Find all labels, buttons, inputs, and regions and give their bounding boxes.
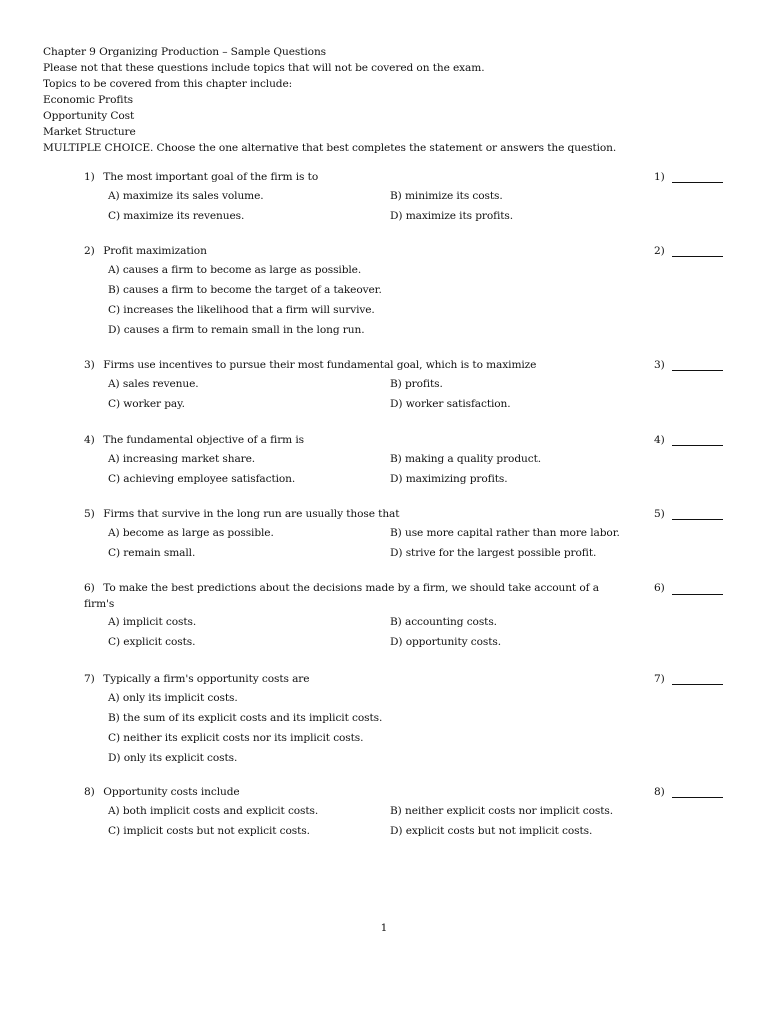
question-2: [84, 242, 724, 340]
option-b: B) minimize its costs.: [390, 190, 503, 202]
answer-blank[interactable]: [672, 594, 723, 595]
page-number: 1: [380, 922, 388, 934]
option-d: D) maximize its profits.: [390, 210, 514, 222]
question-stem: To make the best predictions about the decisions made by a firm, we should take account of a firm's: [84, 582, 599, 610]
option-c: C) explicit costs.: [108, 636, 196, 648]
option-b: B) use more capital rather than more labor.: [390, 527, 620, 539]
answer-label: 3): [654, 359, 665, 371]
option-a: A) causes a firm to become as large as possible.: [108, 264, 362, 276]
option-b: B) neither explicit costs nor implicit costs.: [390, 805, 613, 817]
question-number: 5): [84, 508, 95, 520]
question-stem: Typically a firm's opportunity costs are: [103, 673, 310, 685]
option-d: D) opportunity costs.: [390, 636, 501, 648]
question-number: 8): [84, 786, 95, 798]
answer-label: 2): [654, 245, 665, 257]
option-d: D) strive for the largest possible profit.: [390, 547, 597, 559]
answer-blank[interactable]: [672, 370, 723, 371]
question-stem: The most important goal of the firm is to: [103, 171, 319, 183]
option-c: C) worker pay.: [108, 398, 185, 410]
option-a: A) increasing market share.: [108, 453, 256, 465]
question-number: 6): [84, 582, 95, 594]
topic-market-structure: Market Structure: [43, 126, 136, 138]
exam-note: Please not that these questions include topics that will not be covered on the exam.: [43, 62, 485, 74]
question-1: [84, 168, 724, 226]
option-c: C) neither its explicit costs nor its implicit costs.: [108, 732, 364, 744]
answer-blank[interactable]: [672, 445, 723, 446]
option-b: B) the sum of its explicit costs and its implicit costs.: [108, 712, 383, 724]
section-instructions: MULTIPLE CHOICE. Choose the one alternative that best completes the statement or answers the question.: [43, 142, 617, 154]
answer-label: 1): [654, 171, 665, 183]
answer-label: 8): [654, 786, 665, 798]
question-stem: Opportunity costs include: [103, 786, 240, 798]
question-number: 4): [84, 434, 95, 446]
question-stem: Firms use incentives to pursue their most fundamental goal, which is to maximize: [103, 359, 537, 371]
option-d: D) worker satisfaction.: [390, 398, 511, 410]
option-b: B) making a quality product.: [390, 453, 542, 465]
answer-blank[interactable]: [672, 256, 723, 257]
option-c: C) increases the likelihood that a firm will survive.: [108, 304, 375, 316]
option-a: A) sales revenue.: [108, 378, 199, 390]
question-3: [84, 356, 724, 414]
chapter-title: Chapter 9 Organizing Production – Sample Questions: [43, 46, 326, 58]
question-8: [84, 783, 724, 841]
topics-intro: Topics to be covered from this chapter include:: [43, 78, 293, 90]
option-b: B) causes a firm to become the target of a takeover.: [108, 284, 382, 296]
question-number: 3): [84, 359, 95, 371]
option-c: C) maximize its revenues.: [108, 210, 245, 222]
answer-label: 7): [654, 673, 665, 685]
answer-label: 5): [654, 508, 665, 520]
option-c: C) remain small.: [108, 547, 196, 559]
answer-blank[interactable]: [672, 519, 723, 520]
option-a: A) implicit costs.: [108, 616, 197, 628]
question-stem: The fundamental objective of a firm is: [103, 434, 305, 446]
answer-label: 4): [654, 434, 665, 446]
option-d: D) causes a firm to remain small in the long run.: [108, 324, 365, 336]
question-6: [84, 580, 724, 652]
option-d: D) maximizing profits.: [390, 473, 508, 485]
topic-opportunity-cost: Opportunity Cost: [43, 110, 135, 122]
option-a: A) become as large as possible.: [108, 527, 274, 539]
question-number: 2): [84, 245, 95, 257]
option-b: B) profits.: [390, 378, 443, 390]
option-d: D) explicit costs but not implicit costs.: [390, 825, 593, 837]
option-c: C) achieving employee satisfaction.: [108, 473, 296, 485]
answer-blank[interactable]: [672, 684, 723, 685]
option-d: D) only its explicit costs.: [108, 752, 238, 764]
option-a: A) both implicit costs and explicit costs.: [108, 805, 319, 817]
answer-blank[interactable]: [672, 797, 723, 798]
question-number: 1): [84, 171, 95, 183]
answer-label: 6): [654, 582, 665, 594]
document-header: [43, 44, 723, 156]
question-stem: Profit maximization: [103, 245, 207, 257]
question-5: [84, 505, 724, 563]
option-c: C) implicit costs but not explicit costs.: [108, 825, 310, 837]
option-b: B) accounting costs.: [390, 616, 497, 628]
question-stem: Firms that survive in the long run are usually those that: [103, 508, 400, 520]
answer-blank[interactable]: [672, 182, 723, 183]
question-4: [84, 431, 724, 489]
option-a: A) maximize its sales volume.: [108, 190, 264, 202]
option-a: A) only its implicit costs.: [108, 692, 238, 704]
topic-economic-profits: Economic Profits: [43, 94, 133, 106]
question-number: 7): [84, 673, 95, 685]
question-7: [84, 670, 724, 768]
